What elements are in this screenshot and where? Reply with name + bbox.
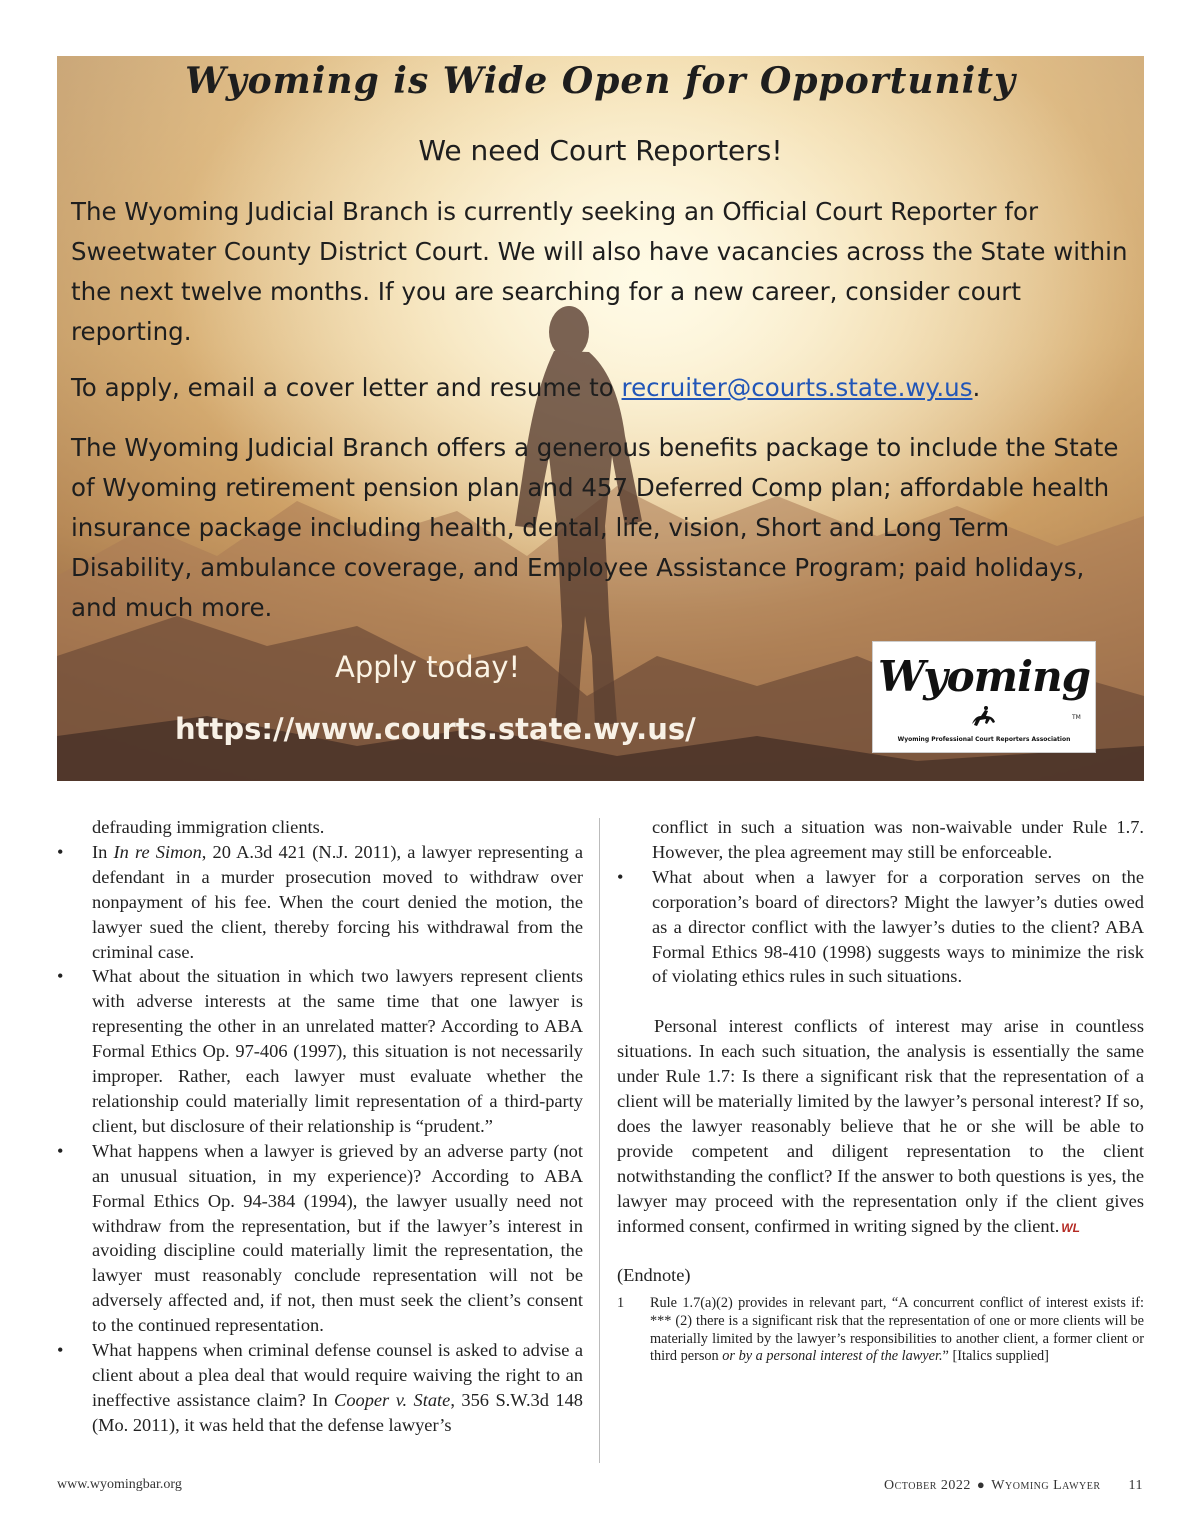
publication-name: Wyoming Lawyer (991, 1478, 1101, 1493)
right-column (617, 815, 1144, 1366)
bullet-icon: • (57, 966, 64, 987)
ad-job-description: The Wyoming Judicial Branch is currently seeking an Official Court Reporter for Sweetwater County District Court. We will also have vacancies across the State within the next twelve months. If you are searching for a new career, consider court reporting. (71, 197, 1128, 346)
case-name: In re Simon (113, 841, 202, 862)
wpcra-logo (872, 641, 1096, 753)
footer-website[interactable]: www.wyomingbar.org (57, 1477, 182, 1492)
endnote (617, 1295, 1144, 1365)
left-bullet-list (57, 840, 583, 1438)
list-item: • What about the situation in which two lawyers represent clients with adverse interests at the same time that one lawyer is representing the other in an unrelated matter? According to ABA Formal Ethics Op. 97-406 (1997), this situation is not necessarily improper. Rather, each lawyer must evaluate whether the relationship could materially limit representation of a third-party client, but disclosure of their relationship is “prudent.” (57, 966, 583, 1136)
trademark-mark: TM (1072, 714, 1081, 721)
page-number: 11 (1128, 1478, 1143, 1493)
endnote-heading: (Endnote) (617, 1264, 691, 1285)
endnote-text: Rule 1.7(a)(2) provides in relevant part, “A concurrent conflict of interest exists if: *** (2) there is a significant risk that the representation of one or more clients will be materially limited by the lawyer’s responsibilities to another client, a former client or third person or by a personal interest of the lawyer.” [Italics supplied] (650, 1295, 1144, 1365)
recruiter-email-link[interactable]: recruiter@courts.state.wy.us (621, 373, 973, 402)
bucking-horse-icon (969, 704, 999, 730)
bullet-icon: • (57, 841, 64, 862)
apply-prefix: To apply, email a cover letter and resume to (71, 373, 622, 402)
footer-issue-info (884, 1477, 1143, 1494)
bullet-icon: • (57, 1340, 64, 1361)
courts-website-link[interactable]: https://www.courts.state.wy.us/ (175, 712, 696, 746)
list-item: • In In re Simon, 20 A.3d 421 (N.J. 2011), a lawyer representing a defendant in a murder prosecution moved to withdraw over nonpayment of his fee. When the court denied the motion, the lawyer sued the client, thereby forcing his withdrawal from the criminal case. (57, 841, 583, 962)
separator-dot: ● (976, 1477, 986, 1492)
bullet-icon: • (617, 866, 624, 887)
list-item: • What happens when a lawyer is grieved by an adverse party (not an unusual situation, in my experience)? According to ABA Formal Ethics Op. 94-384 (1994), the lawyer usually need not withdraw from the representation, but if the lawyer’s interest in avoiding discipline could materially limit the representation, the lawyer must reasonably conclude representation will not be adversely affected and, if not, then must seek the client’s consent to the continued representation. (57, 1140, 583, 1336)
list-item: • What about when a lawyer for a corporation serves on the corporation’s board of directors? Might the lawyer’s duties owed as a director conflict with the lawyer’s duties to the client? ABA Formal Ethics 98-410 (1998) suggests ways to minimize the risk of violating ethics rules in such situations. (617, 866, 1144, 987)
right-continuation-text: conflict in such a situation was non-waivable under Rule 1.7. However, the plea agreement may still be enforceable. (652, 817, 1144, 862)
left-column (57, 815, 583, 1438)
apply-suffix: . (972, 373, 981, 402)
left-continuation-text: defrauding immigration clients. (92, 817, 325, 837)
conclusion-paragraph: Personal interest conflicts of interest may arise in countless situations. In each such situation, the analysis is essentially the same under Rule 1.7: Is there a significant risk that the representation of a client will be materially limited by the lawyer’s personal interest? If so, does the lawyer reasonably believe that he or she will be able to provide competent and diligent representation to the client notwithstanding the conflict? If the answer to both questions is yes, the lawyer may proceed with the representation only if the client gives informed consent, confirmed in writing signed by the client. WL (617, 1016, 1144, 1236)
ad-subtitle: We need Court Reporters! (418, 134, 783, 167)
ad-benefits: The Wyoming Judicial Branch offers a generous benefits package to include the State of Wyoming retirement pension plan and 457 Deferred Comp plan; affordable health insurance package including health, dental, life, vision, Short and Long Term Disability, ambulance coverage, and Employee Assistance Program; paid holidays, and much more. (71, 433, 1119, 622)
apply-today-text: Apply today! (335, 650, 521, 684)
bullet-icon: • (57, 1140, 64, 1161)
court-reporter-advertisement (57, 56, 1144, 781)
right-bullet-list (617, 865, 1144, 990)
logo-wordmark: Wyoming (878, 652, 1090, 701)
ad-title: Wyoming is Wide Open for Opportunity (185, 60, 1016, 102)
list-item: • What happens when criminal defense counsel is asked to advise a client about a plea deal that would require waiving the right to an ineffective assistance claim? In Cooper v. State, 356 S.W.3d 148 (Mo. 2011), it was held that the defense lawyer’s (57, 1340, 583, 1435)
issue-date: October 2022 (884, 1478, 971, 1493)
ad-apply-instructions (71, 368, 1131, 408)
case-name: Cooper v. State (334, 1389, 451, 1410)
association-name: Wyoming Professional Court Reporters Association (897, 736, 1071, 743)
column-divider (599, 818, 600, 1463)
endnote-number: 1 (617, 1295, 625, 1312)
end-mark: WL (1061, 1220, 1080, 1235)
